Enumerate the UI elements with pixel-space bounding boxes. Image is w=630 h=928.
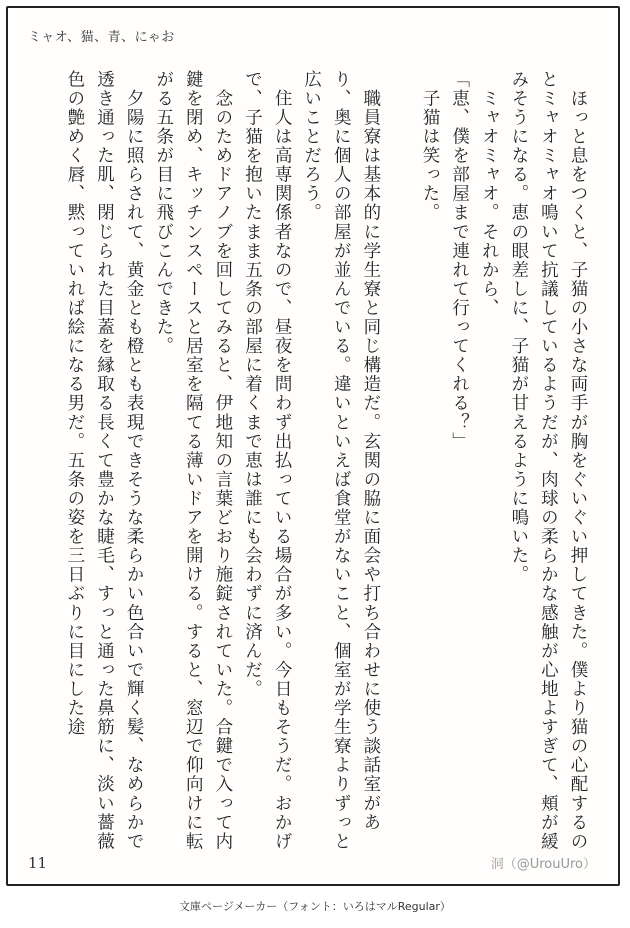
- paragraph: ほっと息をつくと、子猫の小さな両手が胸をぐいぐい押してきた。僕より猫の心配するのとミャオミャオ鳴いて抗議しているようだが、肉球の柔らかな感触が心地よすぎて、頬が緩みそうになる。恵の眼差しに、子猫が甘えるように鳴いた。: [508, 70, 588, 852]
- paragraph: 住人は高専関係者なので、昼夜を問わず出払っている場合が多い。今日もそうだ。おかげで、子猫を抱いたまま五条の部屋に着くまで恵は誰にも会わずに済んだ。: [242, 70, 293, 852]
- book-page: [6, 6, 620, 886]
- paragraph: 子猫は笑った。: [420, 70, 441, 223]
- generator-caption: 文庫ページメーカー（フォント：いろはマルRegular）: [179, 900, 451, 913]
- paragraph: 職員寮は基本的に学生寮と同じ構造だ。玄関の脇に面会や打ち合わせに使う談話室があり、奥に個人の部屋が並んでいる。違いといえば食堂がないこと、個室が学生寮よりずっと広いことだろう。: [301, 70, 381, 852]
- running-header-title: ミャオ、猫、青、にゃお: [28, 30, 175, 45]
- page-number: 11: [28, 854, 48, 872]
- paragraph: 「恵、僕を部屋まで連れて行ってくれる？」: [449, 70, 470, 451]
- paragraph: 夕陽に照らされて、黄金とも橙とも表現できそうな柔らかい色合いで輝く髪、なめらかで透き通った肌、閉じられた目蓋を縁取る長くて豊かな睫毛、すっと通った鼻筋に、淡い薔薇色の艶めく唇、黙っていれば絵になる男だ。五条の姿を三日ぶりに目にした途: [64, 70, 145, 852]
- blank-line: [385, 70, 415, 860]
- paragraph: 念のためドアノブを回してみると、伊地知の言葉どおり施錠されていた。合鍵で入って内鍵を閉め、キッチンスペースと居室を隔てる薄いドアを開ける。すると、窓辺で仰向けに転がる五条が目に飛びこんできた。: [153, 70, 233, 852]
- author-credit: 洞（@UrouUro）: [490, 857, 596, 872]
- vertical-body-text: [58, 70, 592, 860]
- paragraph: ミャオミャオ。それから、: [479, 70, 500, 318]
